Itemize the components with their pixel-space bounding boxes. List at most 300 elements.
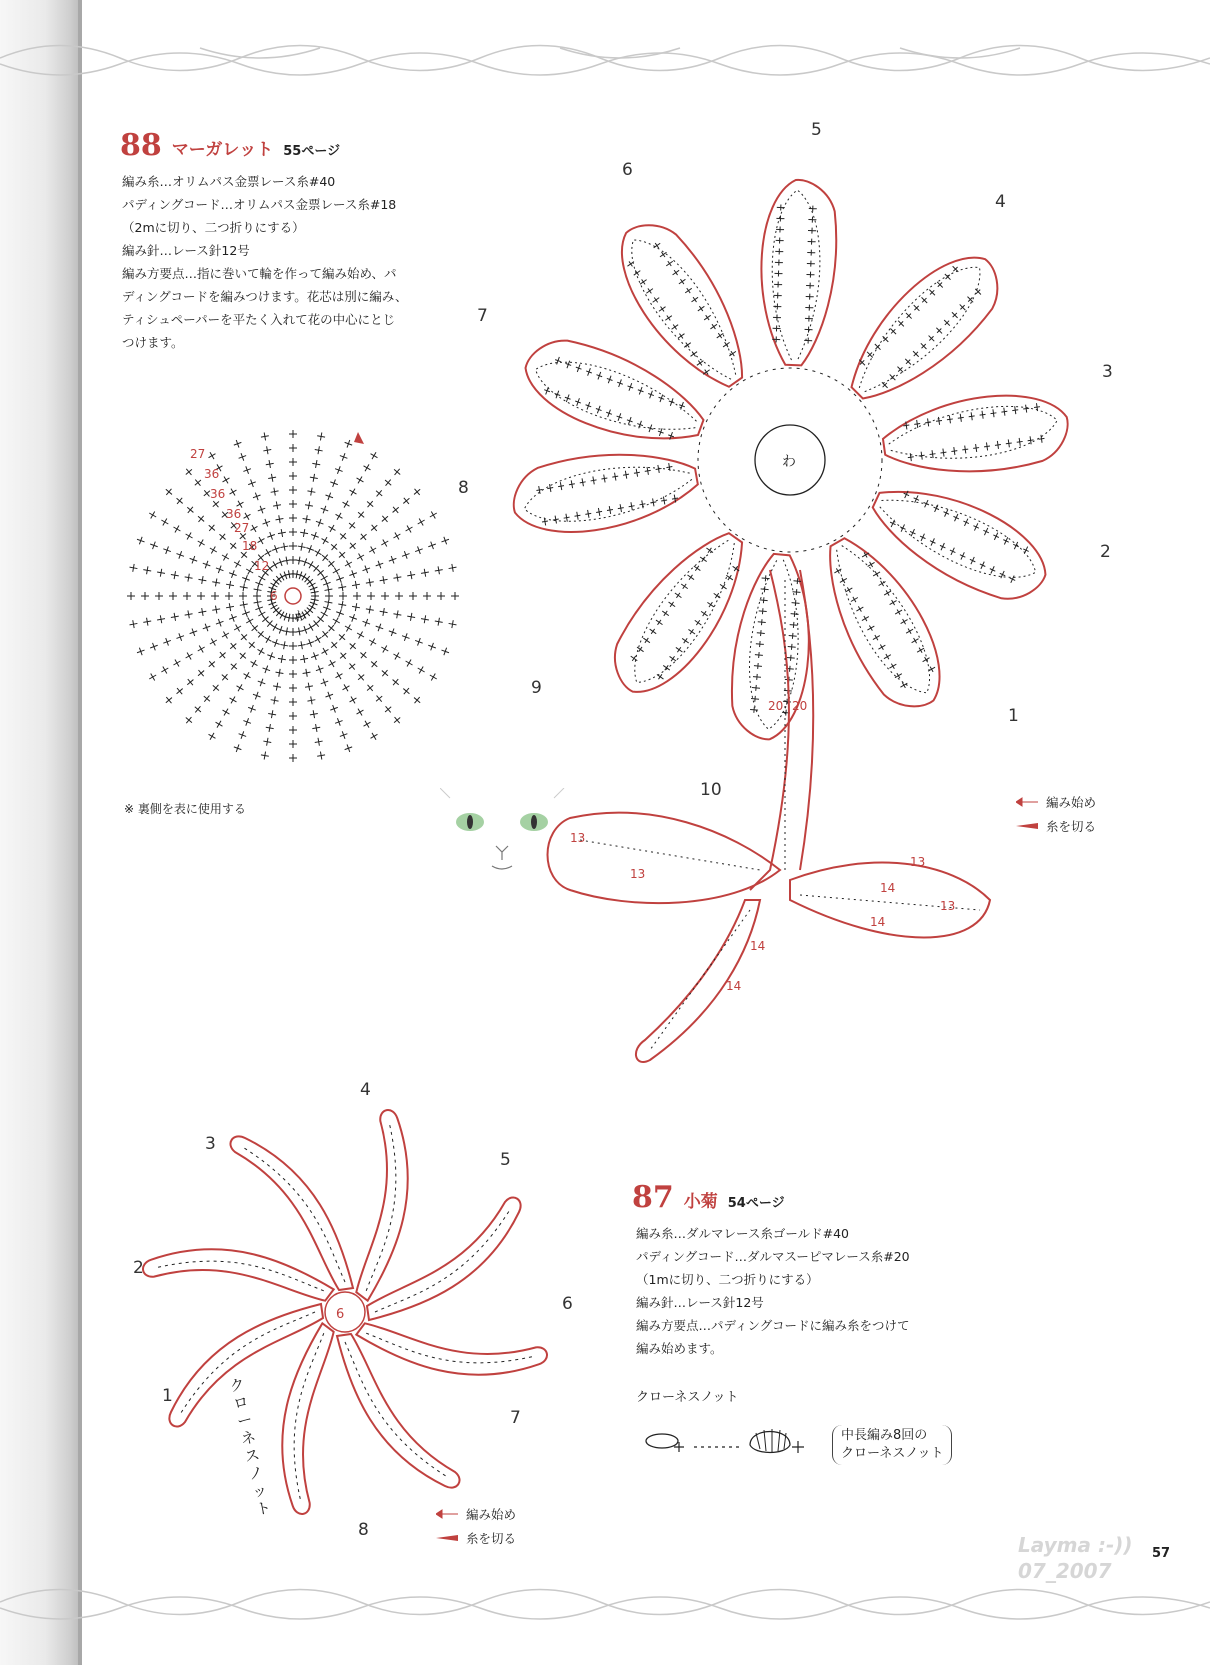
stitch-symbol [376, 696, 382, 702]
stitch-symbol [265, 549, 272, 556]
stitch-symbol [230, 543, 236, 549]
spiral-petal [355, 1247, 550, 1442]
stitch-symbol [340, 533, 346, 539]
stitch-symbol [198, 576, 206, 584]
stitch-symbol [263, 738, 271, 746]
stitch-symbol [258, 611, 265, 618]
stitch-symbol [289, 670, 297, 678]
stitch-symbol [289, 472, 297, 480]
stitch-symbol [210, 547, 217, 554]
round-label: 27 [190, 447, 206, 461]
stitch-symbol [155, 592, 163, 600]
stitch-symbol [357, 709, 364, 716]
stitch-symbol [187, 679, 193, 685]
petal-number: 2 [133, 1258, 144, 1278]
stitch-symbol [253, 692, 261, 700]
stitch-symbol [345, 561, 352, 568]
stitch-symbol [336, 513, 343, 520]
stitch-symbol [223, 709, 230, 716]
stitch-symbol [216, 721, 223, 728]
book-gutter [0, 0, 82, 1665]
leaf-label: 14 [750, 939, 766, 953]
stitch-symbol [190, 628, 198, 636]
stitch-symbol [244, 513, 251, 520]
stitch-symbol [251, 525, 258, 532]
stitch-symbol [300, 529, 308, 537]
stitch-symbol [173, 526, 180, 533]
instruction-line: 編み針…レース針12号 [122, 243, 250, 258]
stitch-symbol [166, 489, 172, 495]
stitch-symbol [449, 620, 457, 628]
stitch-symbol [380, 576, 388, 584]
stitch-symbol [329, 525, 336, 532]
stitch-symbol [150, 542, 158, 550]
leaf-right [790, 863, 990, 938]
stitch-symbol [350, 696, 357, 703]
stitch-symbol [306, 545, 314, 553]
stitch-symbol [198, 646, 205, 653]
stitch-symbol [393, 533, 400, 540]
stitch-symbol [169, 592, 177, 600]
stitch-symbol [385, 480, 391, 486]
stitch-symbol [393, 679, 399, 685]
stitch-symbol [271, 488, 279, 496]
stitch-symbol [251, 660, 258, 667]
stitch-symbol [166, 697, 172, 703]
stitch-symbol [213, 501, 219, 507]
stitch-symbol [258, 648, 265, 655]
stitch-symbol [249, 642, 255, 648]
stitch-symbol [289, 458, 297, 466]
section-88-instructions [122, 170, 408, 354]
petal-number: 5 [811, 120, 822, 140]
stitch-symbol [335, 466, 343, 474]
start-arrow-icon [1016, 797, 1038, 807]
round-label: 6 [270, 589, 278, 603]
stitch-symbol [130, 620, 138, 628]
stitch-symbol [197, 592, 205, 600]
stitch-symbol [261, 752, 269, 760]
stitch-symbol [322, 537, 329, 544]
stitch-symbol [243, 466, 251, 474]
stitch-symbol [253, 493, 261, 501]
section-87-number: 87 [632, 1180, 674, 1215]
stitch-symbol [248, 479, 256, 487]
stitch-symbol [203, 624, 211, 632]
petal-number: 3 [205, 1134, 216, 1154]
stitch-symbol [213, 685, 219, 691]
stitch-symbol [315, 446, 323, 454]
cut-arrow-icon [1016, 821, 1038, 831]
stitch-symbol [289, 726, 297, 734]
stitch-symbol [306, 639, 314, 647]
stitch-symbol [303, 669, 311, 677]
stitch-symbol [198, 670, 204, 676]
stitch-symbol [339, 634, 345, 640]
stitch-symbol [266, 460, 274, 468]
stitch-symbol [421, 615, 429, 623]
stitch-symbol [345, 440, 353, 448]
stitch-symbol [338, 583, 346, 591]
stitch-symbol [428, 643, 436, 651]
stitch-symbol [428, 542, 436, 550]
stitch-symbol [222, 632, 229, 639]
stitch-symbol [157, 615, 165, 623]
instruction-line: （1mに切り、二つ折りにする） [636, 1272, 819, 1287]
gutter-edge [78, 0, 82, 1665]
stitch-symbol [441, 537, 449, 545]
stitch-symbol [173, 660, 180, 667]
stitch-symbol [414, 489, 420, 495]
watermark-line: 07_2007 [1018, 1559, 1112, 1583]
crown-knot-caption-line: クローネスノット [841, 1446, 944, 1461]
stitch-symbol [216, 619, 224, 627]
stitch-symbol [226, 581, 234, 589]
petal-number: 2 [1100, 542, 1111, 562]
stitch-symbol [407, 613, 415, 621]
stitch-symbol [258, 537, 265, 544]
stitch-symbol [367, 685, 373, 691]
stitch-symbol [403, 498, 409, 504]
stitch-symbol [222, 554, 229, 561]
stitch-symbol [239, 731, 247, 739]
stitch-symbol [212, 579, 220, 587]
stitch-symbol [157, 569, 165, 577]
stitch-symbol [241, 634, 247, 640]
stitch-symbol [229, 570, 237, 578]
stitch-symbol [278, 655, 286, 663]
stitch-symbol [263, 666, 271, 674]
stitch-symbol [225, 592, 233, 600]
stitch-symbol [316, 519, 324, 527]
stitch-symbol [307, 696, 315, 704]
stitch-symbol [177, 688, 183, 694]
stitch-symbol [376, 561, 384, 569]
stitch-symbol [230, 489, 237, 496]
section-88-page-ref: 55ページ [283, 144, 341, 159]
stitch-symbol [338, 601, 346, 609]
stitch-symbol [407, 571, 415, 579]
daisy-petal [600, 208, 767, 402]
stitch-symbol [209, 733, 216, 740]
stitch-symbol [273, 501, 281, 509]
stitch-symbol [308, 561, 315, 568]
stitch-symbol [367, 592, 375, 600]
stitch-symbol [316, 666, 324, 674]
stitch-symbol [303, 515, 311, 523]
crown-knot-label: クローネスノット [636, 1390, 739, 1405]
stitch-symbol [333, 568, 340, 575]
center-ring [285, 588, 301, 604]
stitch-symbol [322, 555, 328, 561]
stitch-symbol [317, 752, 325, 760]
stitch-symbol [315, 636, 322, 643]
stitch-symbol [289, 430, 297, 438]
stitch-symbol [204, 490, 210, 496]
petal-number: 6 [622, 160, 633, 180]
stitch-symbol [369, 547, 376, 554]
section-87-instructions [636, 1222, 910, 1360]
stitch-symbol [255, 605, 263, 613]
stitch-symbol [350, 643, 356, 649]
stitch-symbol [376, 624, 384, 632]
daisy-center-label: わ [782, 454, 796, 470]
stitch-symbol [340, 453, 348, 461]
top-ornament [0, 28, 1210, 88]
daisy-petal [507, 438, 702, 543]
stitch-symbol [366, 606, 374, 614]
stitch-symbol [312, 724, 320, 732]
round-label: 18 [242, 539, 258, 553]
stitch-symbol [393, 653, 400, 660]
round-label: 36 [210, 487, 226, 501]
stitch-symbol [415, 638, 423, 646]
petal-number: 5 [500, 1150, 511, 1170]
stitch-symbol [198, 516, 204, 522]
stitch-symbol [280, 543, 288, 551]
stitch-symbol [328, 625, 334, 631]
stitch-symbol [289, 740, 297, 748]
petal-number: 6 [562, 1294, 573, 1314]
instruction-line: 編み糸…オリムパス金票レース糸#40 [122, 174, 336, 189]
stitch-symbol [321, 506, 329, 514]
stitch-symbol [357, 476, 364, 483]
stitch-symbol [211, 592, 219, 600]
stitch-symbol [393, 610, 401, 618]
stitch-symbol [242, 575, 250, 583]
stitch-symbol [266, 724, 274, 732]
stitch-symbol [349, 663, 355, 669]
spiral-petal [140, 1182, 335, 1377]
stitch-symbol [143, 566, 151, 574]
stitch-symbol [229, 614, 237, 622]
stitch-symbol [240, 653, 246, 659]
stitch-symbol [137, 537, 145, 545]
stitch-symbol [435, 618, 443, 626]
stitch-symbol [209, 525, 215, 531]
stitch-symbol [130, 564, 138, 572]
stitch-symbol [223, 476, 230, 483]
stitch-symbol [363, 619, 371, 627]
stitch-symbol [435, 566, 443, 574]
stitch-symbol [258, 679, 266, 687]
crown-knot-vertical-label: クローネスノット [228, 1374, 273, 1519]
stitch-symbol [322, 631, 328, 637]
stitch-symbol [331, 642, 337, 648]
stitch-symbol [239, 453, 247, 461]
stitch-symbol [307, 488, 315, 496]
stitch-symbol [360, 652, 366, 658]
stitch-symbol [406, 660, 413, 667]
stitch-symbol [343, 684, 350, 691]
stitch-symbol [190, 556, 198, 564]
section-88-number: 88 [120, 128, 162, 163]
legend-start [1016, 790, 1096, 814]
stitch-symbol [336, 609, 344, 617]
stitch-symbol [349, 614, 357, 622]
stitch-symbol [289, 698, 297, 706]
legend-top [1016, 790, 1096, 838]
stitch-symbol [252, 625, 258, 631]
spiral-center [325, 1292, 365, 1332]
stitch-symbol [321, 575, 328, 582]
stitch-symbol [409, 592, 417, 600]
start-arrow-icon [436, 1509, 458, 1519]
stitch-symbol [258, 575, 265, 582]
leaf-label: 13 [630, 867, 646, 881]
stitch-symbol [176, 551, 184, 559]
section-87-title [632, 1180, 785, 1215]
stitch-symbol [176, 633, 184, 641]
stitch-symbol [240, 601, 248, 609]
stitch-symbol [261, 433, 269, 441]
stitch-symbol [394, 717, 400, 723]
leaf-label: 14 [726, 979, 742, 993]
stitch-symbol [352, 581, 360, 589]
stitch-symbol [272, 624, 279, 631]
stitch-symbol [437, 592, 445, 600]
stitch-symbol [382, 516, 388, 522]
stitch-symbol [350, 543, 356, 549]
spiral-petal [280, 1107, 475, 1302]
stitch-symbol [171, 571, 179, 579]
stitch-symbol [216, 566, 224, 574]
stitch-symbol [302, 558, 310, 566]
stitch-symbol [186, 533, 193, 540]
ring-label: わ [294, 609, 307, 623]
stitch-symbol [350, 489, 357, 496]
stitch-symbol [246, 618, 253, 625]
stitch-symbol [345, 625, 352, 632]
watermark [1018, 1532, 1133, 1584]
legend-cut [1016, 814, 1096, 838]
petal-number: 1 [1008, 706, 1019, 726]
stitch-symbol [321, 679, 329, 687]
stitch-symbol [149, 674, 156, 681]
stitch-symbol [363, 566, 371, 574]
petal-number: 9 [531, 678, 542, 698]
stitch-symbol [163, 546, 171, 554]
stitch-symbol [382, 670, 388, 676]
stitch-symbol [143, 618, 151, 626]
instruction-line: 編み針…レース針12号 [636, 1295, 764, 1310]
stitch-symbol [127, 592, 135, 600]
stitch-symbol [243, 718, 251, 726]
stitch-symbol [315, 738, 323, 746]
stitch-symbol [298, 543, 306, 551]
stitch-symbol [358, 512, 364, 518]
stitch-symbol [330, 479, 338, 487]
stitch-symbol [402, 551, 410, 559]
stitch-symbol [305, 501, 313, 509]
stitch-symbol [283, 557, 291, 565]
stitch-symbol [415, 546, 423, 554]
petal-number: 3 [1102, 362, 1113, 382]
stitch-symbol [381, 646, 388, 653]
stitch-symbol [278, 529, 286, 537]
stitch-symbol [265, 636, 272, 643]
stitch-symbol [276, 669, 284, 677]
stitch-symbol [336, 575, 344, 583]
stitch-symbol [380, 608, 388, 616]
section-88-name: マーガレット [171, 140, 274, 160]
stitch-symbol [268, 474, 276, 482]
stitch-symbol [300, 655, 308, 663]
stitch-symbol [237, 684, 244, 691]
stitch-symbol [441, 648, 449, 656]
daisy-flower-chart [470, 110, 1120, 1130]
stitch-symbol [186, 469, 192, 475]
leaf-label: 13 [940, 899, 956, 913]
round-label: 27 [234, 521, 250, 535]
stitch-symbol [366, 579, 374, 587]
stitch-symbol [289, 444, 297, 452]
legend-cut-label: 糸を切る [1046, 819, 1097, 834]
daisy-petal [515, 328, 714, 461]
instruction-line: 編み方要点…指に巻いて輪を作って編み始め、パ [122, 266, 397, 281]
legend-start [436, 1502, 516, 1526]
daisy-petal [879, 386, 1073, 485]
instruction-line: パディングコード…ダルマスーピマレース糸#20 [636, 1249, 910, 1264]
daisy-petal [804, 525, 961, 722]
stitch-symbol [219, 652, 225, 658]
stitch-symbol [339, 592, 347, 600]
stitch-symbol [246, 568, 253, 575]
stitch-symbol [358, 674, 364, 680]
leaf-label: 14 [880, 881, 896, 895]
instruction-line: 編み糸…ダルマレース糸ゴールド#40 [636, 1226, 850, 1241]
stitch-symbol [234, 744, 242, 752]
legend-cut-label: 糸を切る [466, 1531, 517, 1546]
stitch-symbol [240, 583, 248, 591]
stitch-symbol [389, 556, 397, 564]
stitch-symbol [226, 603, 234, 611]
stitch-symbol [187, 507, 193, 513]
legend-bottom [436, 1502, 516, 1550]
stitch-symbol [210, 639, 217, 646]
stitch-symbol [219, 534, 225, 540]
stitch-symbol [268, 710, 276, 718]
stitch-symbol [345, 744, 353, 752]
stitch-symbol [364, 464, 371, 471]
stitch-symbol [352, 603, 360, 611]
stitch-symbol [311, 532, 319, 540]
stitch-symbol [186, 653, 193, 660]
stitch-symbol [381, 540, 388, 547]
stem-label: 20 [792, 699, 808, 713]
stitch-symbol [402, 633, 410, 641]
stitch-symbol [321, 611, 328, 618]
petal-number: 4 [360, 1080, 371, 1100]
stitch-symbol [305, 683, 313, 691]
flower-center-chart [118, 420, 468, 770]
crown-knot-diagram [640, 1425, 820, 1465]
stitch-symbol [371, 525, 377, 531]
stitch-symbol [418, 667, 425, 674]
round-label: 36 [226, 507, 242, 521]
petal-number: 10 [700, 780, 722, 800]
stitch-symbol [317, 433, 325, 441]
stitch-symbol [389, 628, 397, 636]
stitch-symbol [357, 632, 364, 639]
page-number: 57 [1152, 1546, 1171, 1561]
start-marker [354, 432, 364, 444]
stitch-symbol [325, 493, 333, 501]
stitch-symbol [449, 564, 457, 572]
stitch-symbol [289, 656, 297, 664]
stitch-symbol [298, 641, 306, 649]
stitch-symbol [263, 446, 271, 454]
